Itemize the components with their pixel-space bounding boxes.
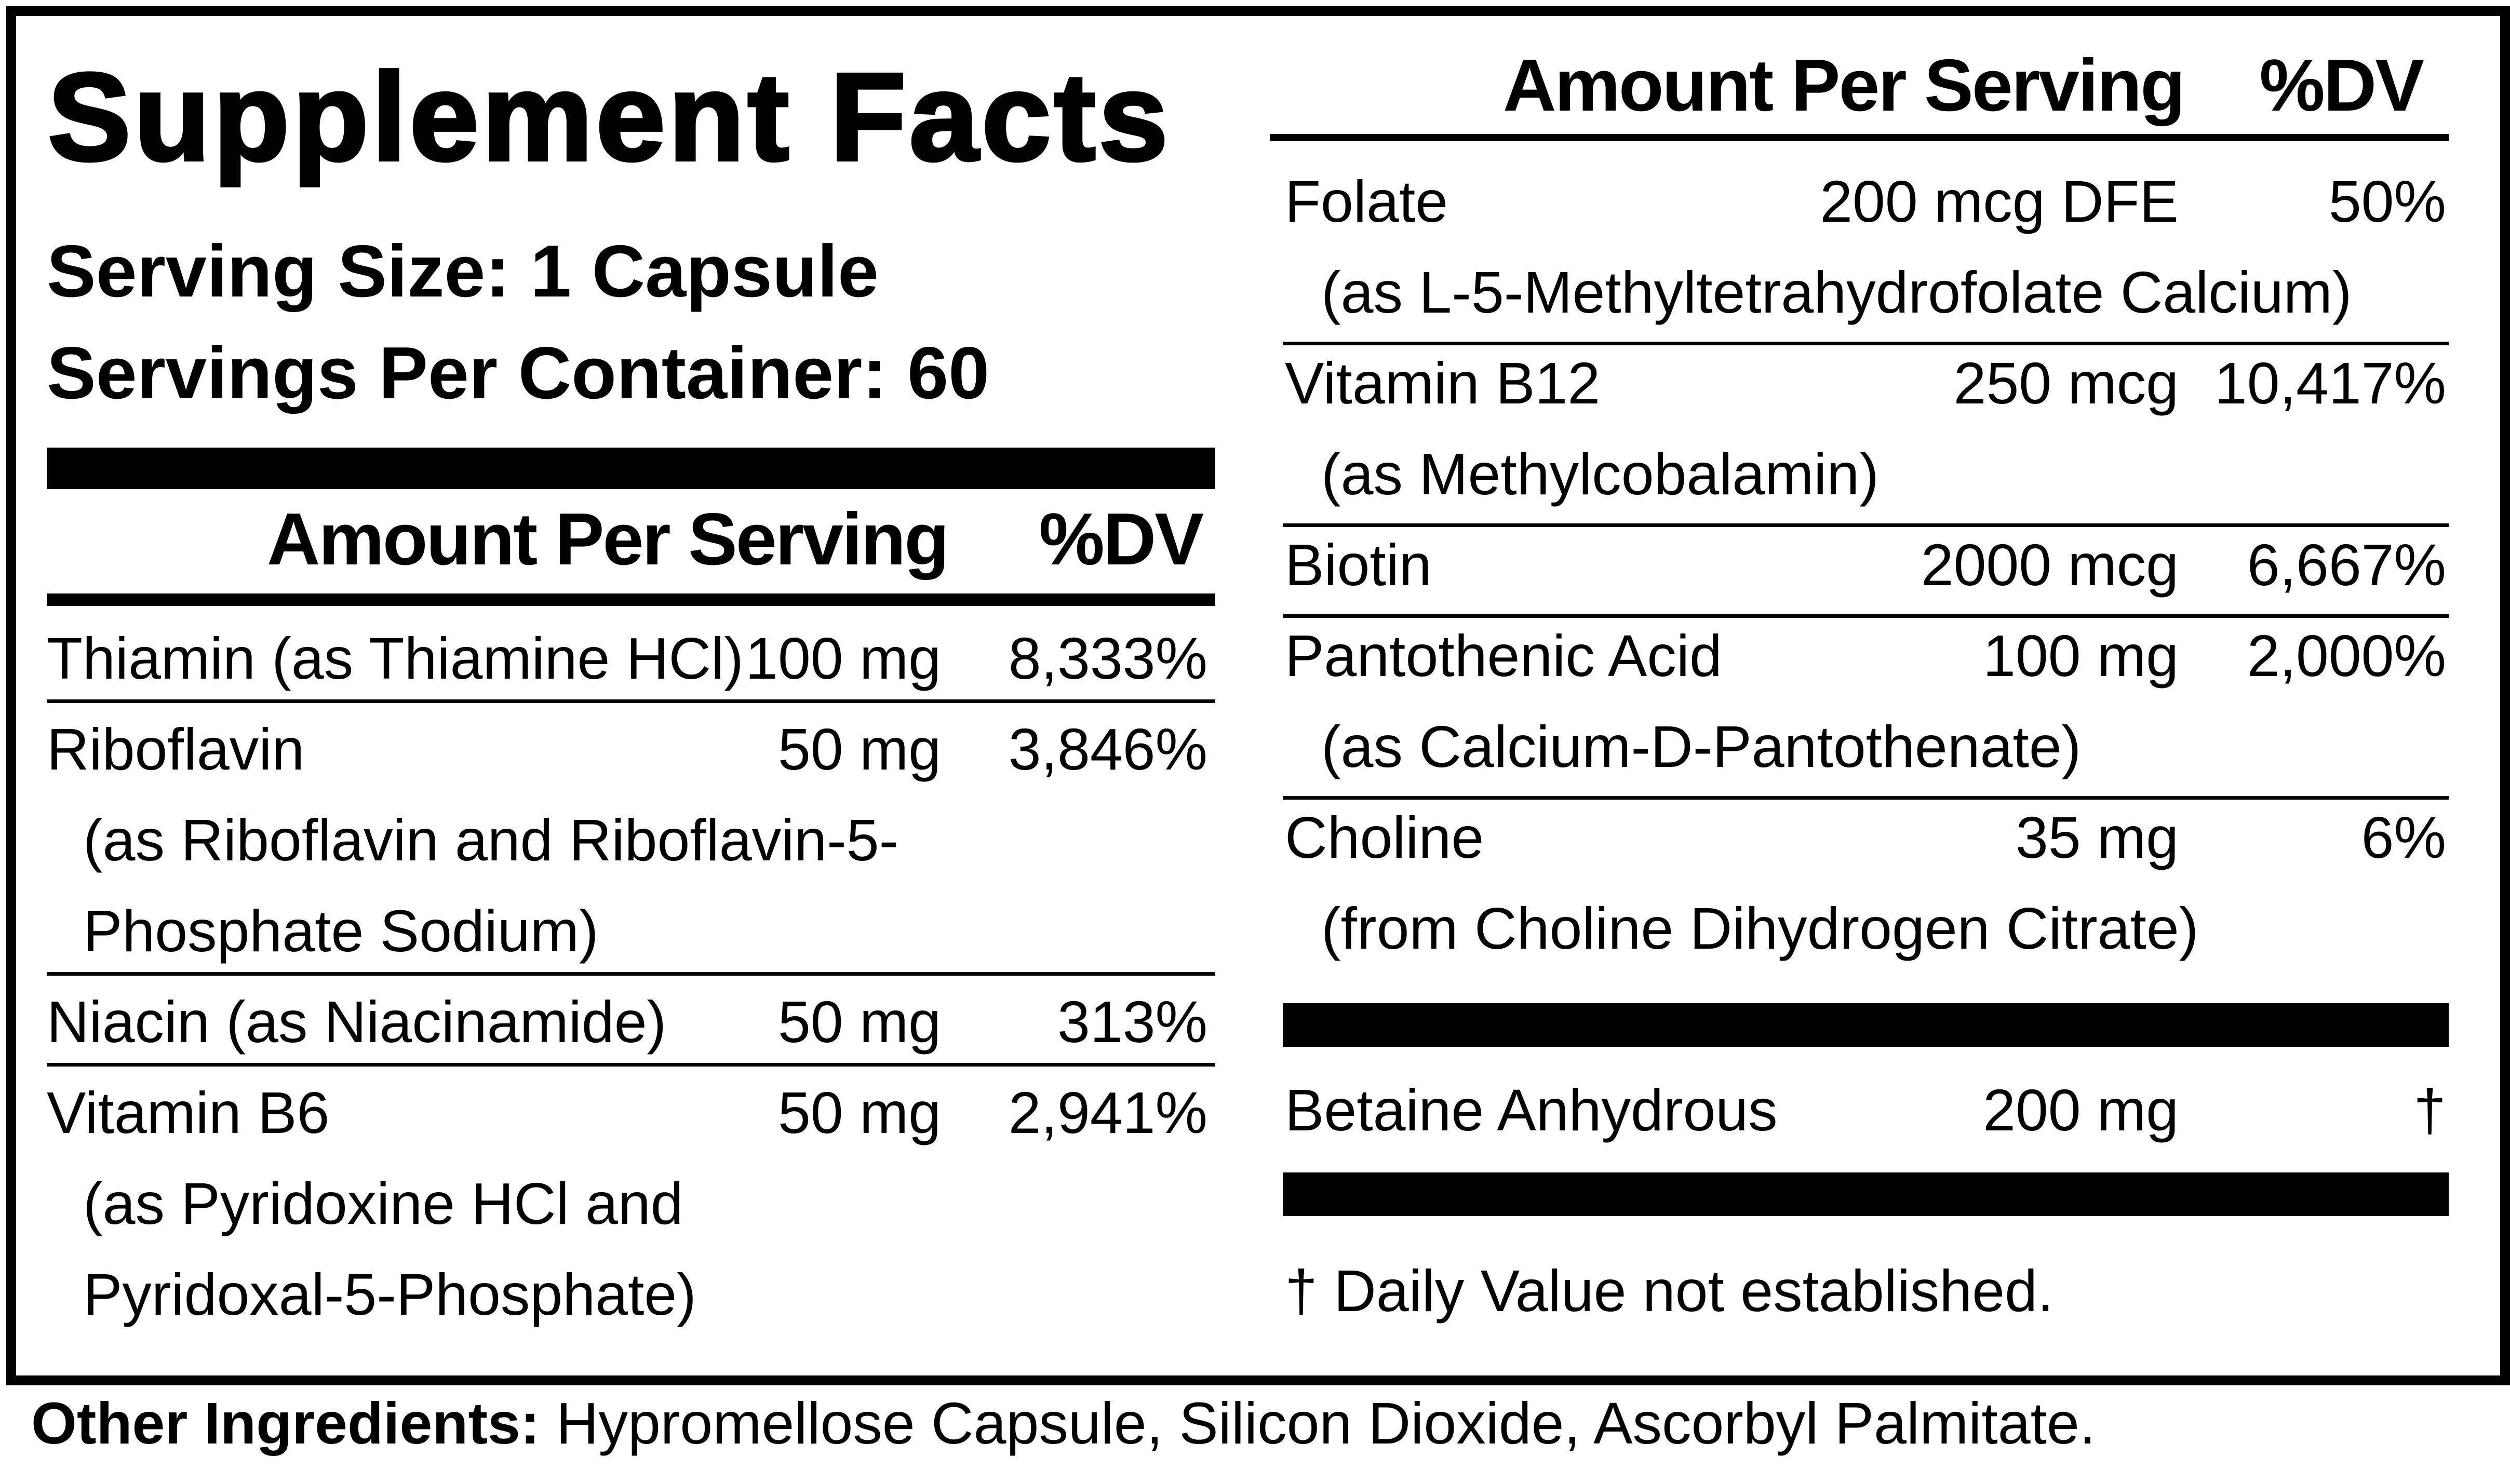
label-title: Supplement Facts (48, 47, 1172, 186)
row-divider (1283, 796, 2449, 800)
row-divider (1283, 614, 2449, 618)
other-row-name: Betaine Anhydrous (1285, 1077, 1778, 1143)
dv-header: %DV (1039, 498, 1202, 581)
nutrient-dv: 3,846% (1008, 717, 1207, 782)
nutrient-amount: 50 mg (777, 717, 941, 782)
other-ingredients-label: Other Ingredients: (31, 1391, 540, 1456)
nutrient-dv: 10,417% (2214, 350, 2446, 416)
nutrient-name: Thiamin (as Thiamine HCl) (47, 626, 744, 691)
nutrient-amount: 100 mg (745, 626, 941, 691)
nutrient-amount: 2000 mcg (1921, 532, 2179, 598)
nutrient-dv: 2,000% (2247, 623, 2446, 689)
nutrient-name: Pantothenic Acid (1285, 623, 1722, 689)
dv-header-right: %DV (2259, 44, 2423, 127)
footnote: † Daily Value not established. (1285, 1258, 2054, 1324)
other-row-dv: † (2413, 1077, 2446, 1143)
nutrient-dv: 2,941% (1008, 1080, 1207, 1145)
nutrient-name: Biotin (1285, 532, 1432, 598)
other-ingredients-text: Hypromellose Capsule, Silicon Dioxide, Ascorbyl Palmitate. (540, 1391, 2096, 1456)
nutrient-source: (as Pyridoxine HCl and (83, 1171, 683, 1236)
nutrient-source: (as Methylcobalamin) (1321, 441, 1879, 507)
nutrient-name: Choline (1285, 805, 1484, 870)
nutrient-amount: 50 mg (777, 1080, 941, 1145)
nutrient-dv: 8,333% (1008, 626, 1207, 691)
row-divider (47, 972, 1215, 976)
thick-bar-right-1 (1283, 1003, 2449, 1047)
nutrient-amount: 35 mg (2015, 805, 2179, 870)
nutrient-name: Niacin (as Niacinamide) (47, 989, 667, 1055)
nutrient-dv: 313% (1057, 989, 1207, 1055)
nutrient-dv: 50% (2328, 169, 2446, 234)
nutrient-source: (as L-5-Methyltetrahydrofolate Calcium) (1321, 260, 2352, 325)
nutrient-dv: 6% (2361, 805, 2446, 870)
nutrient-source: Pyridoxal-5-Phosphate) (83, 1262, 696, 1327)
nutrient-name: Folate (1285, 169, 1448, 234)
nutrient-name: Vitamin B6 (47, 1080, 330, 1145)
amount-per-serving-header: Amount Per Serving (266, 498, 948, 581)
thick-bar (47, 448, 1215, 489)
amount-per-serving-header-right: Amount Per Serving (1502, 44, 2184, 127)
header-rule-right (1270, 134, 2449, 141)
other-ingredients (31, 1391, 2096, 1456)
nutrient-dv: 6,667% (2247, 532, 2446, 598)
row-divider (1283, 342, 2449, 345)
thick-bar-right-2 (1283, 1172, 2449, 1216)
row-divider (1283, 523, 2449, 527)
other-row-amount: 200 mg (1983, 1077, 2179, 1143)
serving-size: Serving Size: 1 Capsule (47, 230, 879, 313)
nutrient-name: Riboflavin (47, 717, 305, 782)
nutrient-source: (as Calcium-D-Pantothenate) (1321, 714, 2082, 779)
nutrient-amount: 100 mg (1983, 623, 2179, 689)
header-rule (47, 593, 1215, 606)
servings-per-container: Servings Per Container: 60 (47, 332, 990, 414)
nutrient-source: Phosphate Sodium) (83, 898, 599, 964)
nutrient-source: (from Choline Dihydrogen Citrate) (1321, 896, 2199, 961)
row-divider (47, 1063, 1215, 1067)
nutrient-amount: 50 mg (777, 989, 941, 1055)
nutrient-amount: 200 mcg DFE (1820, 169, 2179, 234)
row-divider (47, 699, 1215, 703)
nutrient-amount: 250 mcg (1953, 350, 2179, 416)
nutrient-name: Vitamin B12 (1285, 350, 1601, 416)
nutrient-source: (as Riboflavin and Riboflavin-5- (83, 807, 899, 873)
